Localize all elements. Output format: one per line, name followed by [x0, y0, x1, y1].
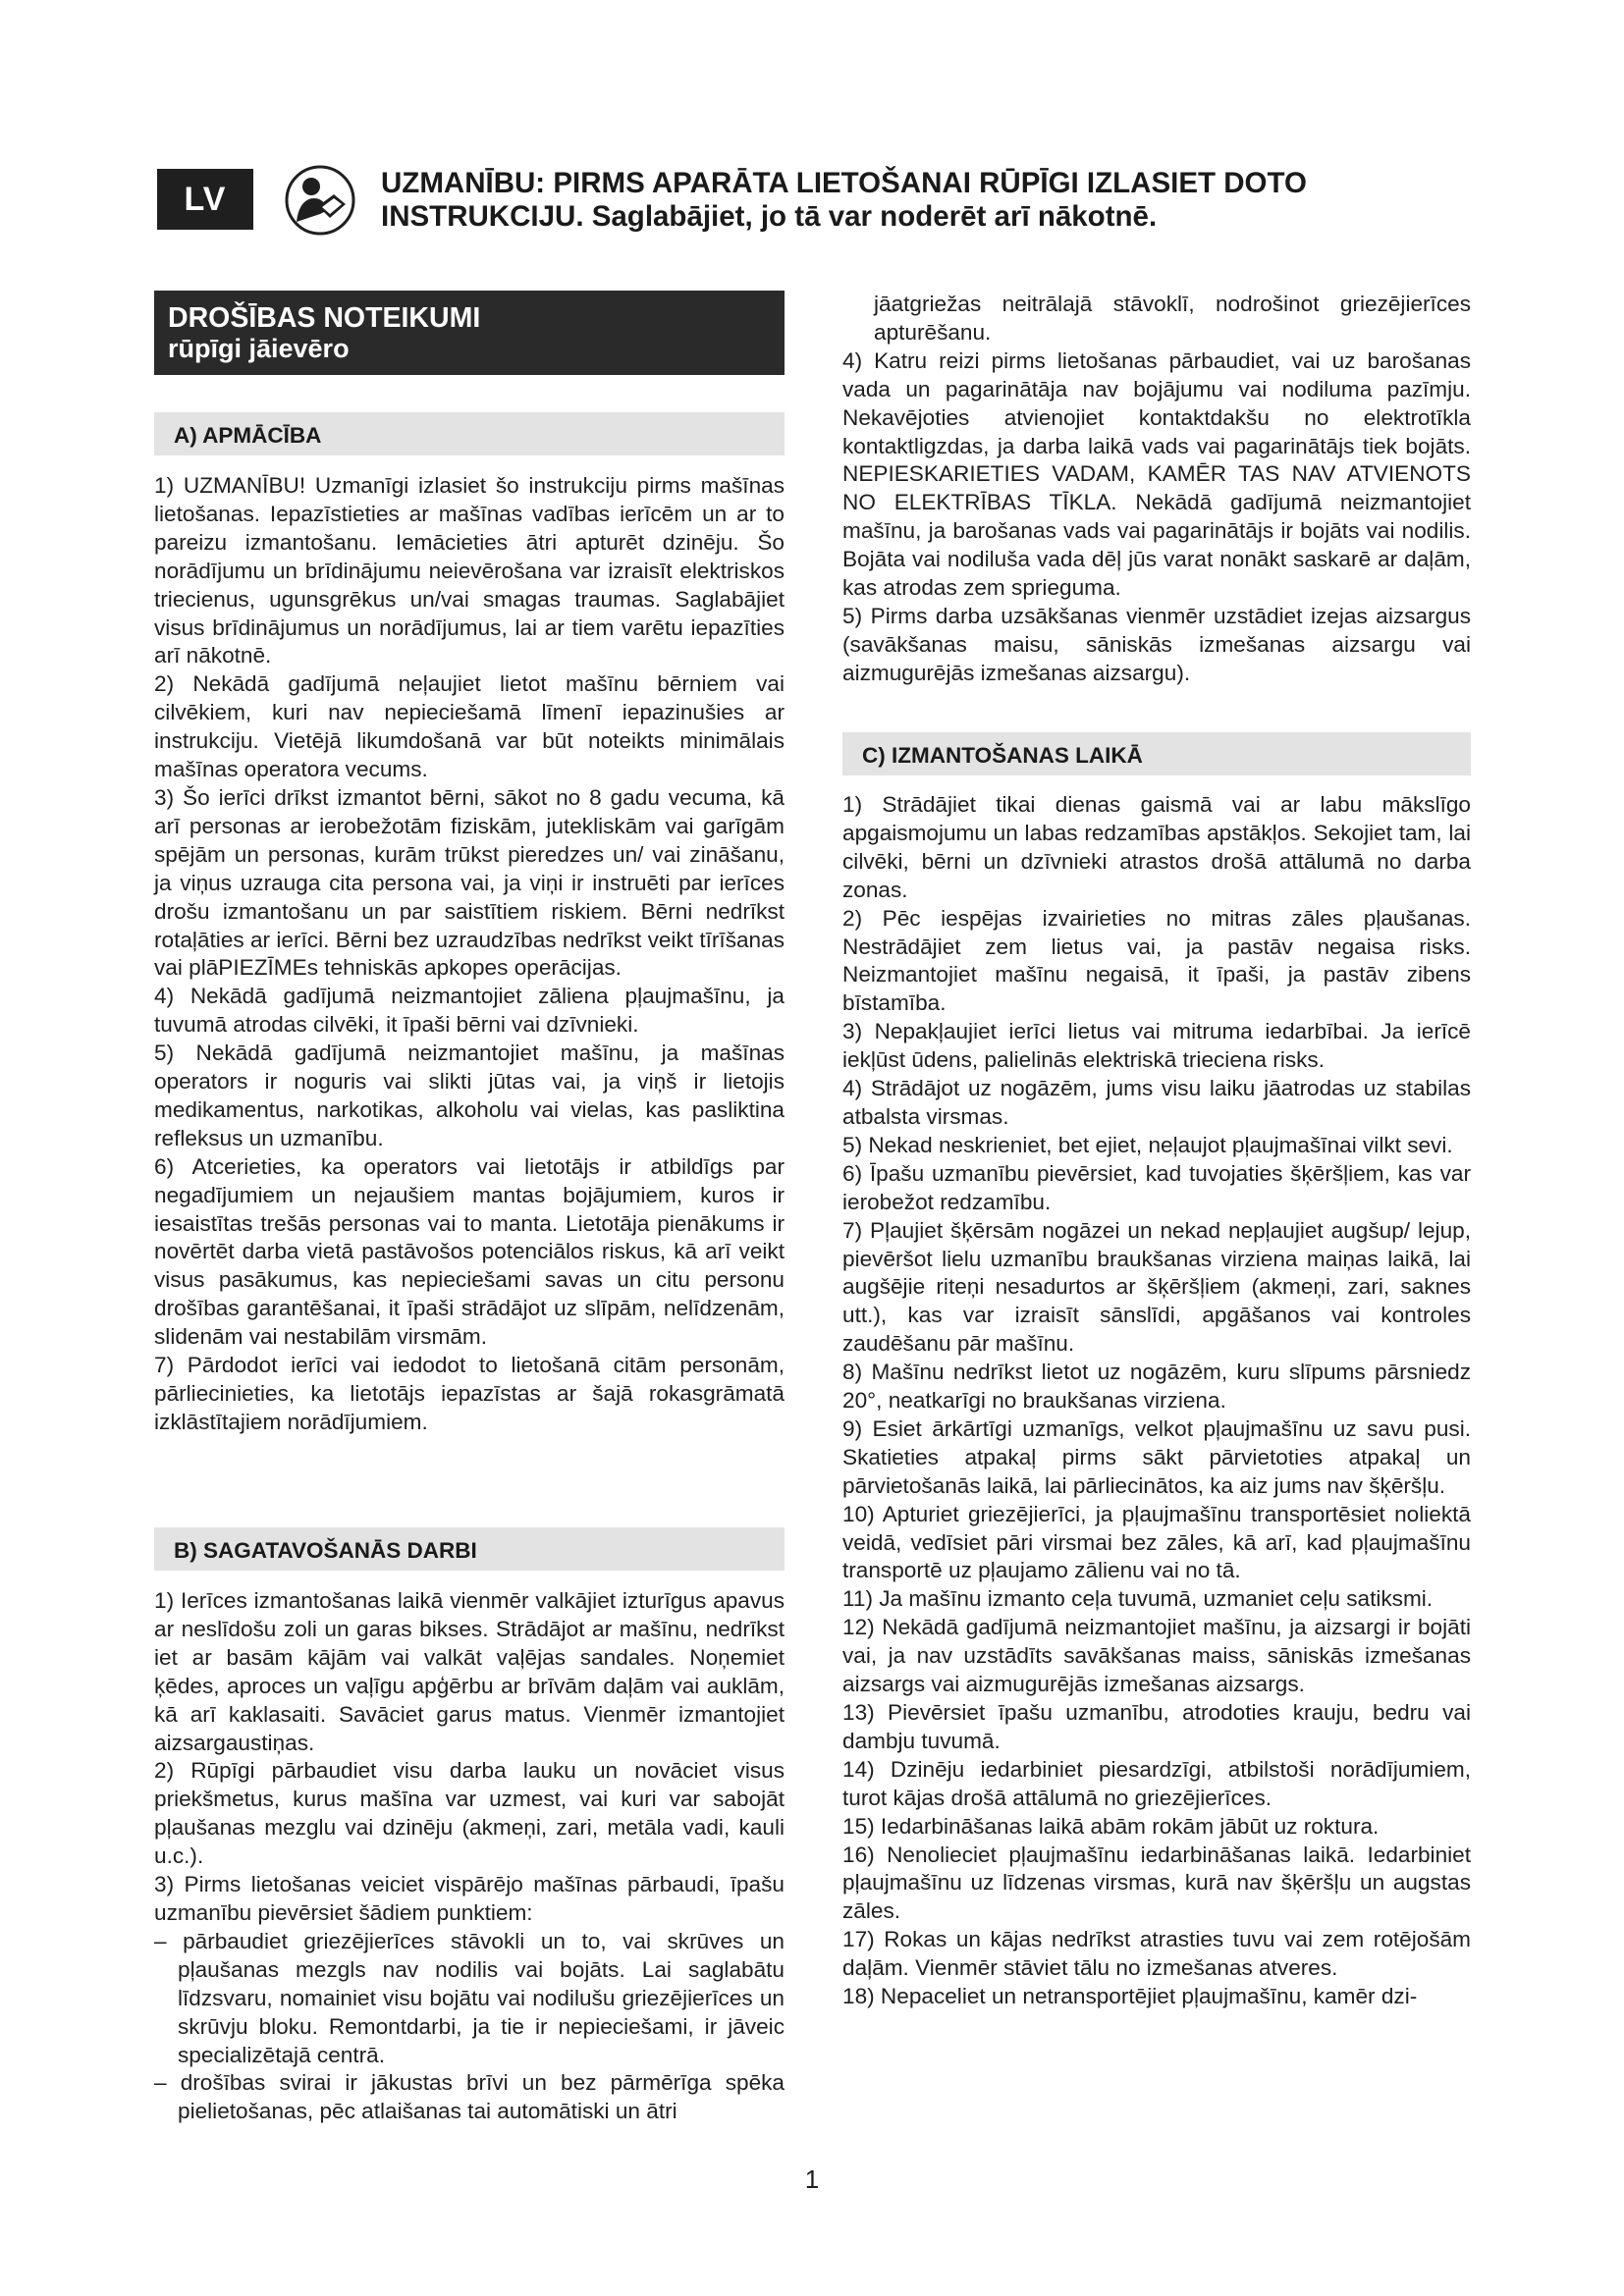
section-a-paragraph: 6) Atcerieties, ka operators vai lietotājs ir atbildīgs par negadījumiem un nejaušiem mantas bojājumiem, kuros ir iesaistītas trešās personas vai to manta. Lietotāja pienākums ir novērtēt darba vietā pastāvošos potenciālos riskus, kā arī veikt visus pasākumus, kas nepieciešami savas un citu personu drošības garantēšanai, it īpaši strādājot uz slīpām, nelīdzenām, slidenām vai nestabilām virsmām. — [154, 1153, 785, 1350]
section-c-paragraph: 2) Pēc iespējas izvairieties no mitras zāles pļaušanas. Nestrādājiet zem lietus vai, ja pastāv negaisa risks. Neizmantojiet mašīnu negaisā, it īpaši, ja pastāv zibens bīstamība. — [842, 905, 1471, 1016]
section-c-paragraph: 7) Pļaujiet šķērsām nogāzei un nekad nepļaujiet augšup/ lejup, pievēršot lielu uzmanību braukšanas virziena maiņas laikā, lai augšējie riteņi nesadurtos ar šķēršļiem (akmeņi, zari, saknes utt.), kas var izraisīt sānslīdi, apgāšanos vai kontroles zaudēšanu pār mašīnu. — [842, 1217, 1471, 1357]
main-subtitle: rūpīgi jāievēro — [168, 334, 350, 363]
section-a-paragraph: 5) Nekādā gadījumā neizmantojiet mašīnu, ja mašīnas operators ir noguris vai slikti jūtas vai, ja viņš ir lietojis medikamentus, narkotikas, alkoholu vai vielas, kas pasliktina refleksus un uzmanību. — [154, 1041, 785, 1150]
section-c-paragraph: 6) Īpašu uzmanību pievērsiet, kad tuvojaties šķēršļiem, kas var ierobežot redzamību. — [842, 1160, 1471, 1214]
section-a-paragraph: 4) Nekādā gadījumā neizmantojiet zāliena pļaujmašīnu, ja tuvumā atrodas cilvēki, it īpaši bērni vai dzīvnieki. — [154, 984, 785, 1038]
section-c-body — [842, 791, 1471, 2011]
section-a-paragraph: 2) Nekādā gadījumā neļaujiet lietot mašīnu bērniem vai cilvēkiem, kuri nav nepieciešamā līmenī iepazinušies ar instrukciju. Vietējā likumdošanā var būt noteikts minimālais mašīnas operatora vecums. — [154, 671, 785, 782]
section-b-heading: B) SAGATAVOŠANĀS DARBI — [154, 1527, 785, 1571]
header-warning-rest: Saglabājiet, jo tā var noderēt arī nākotnē. — [583, 200, 1158, 233]
header-warning — [381, 167, 1461, 234]
section-c-paragraph: 12) Nekādā gadījumā neizmantojiet mašīnu, ja aizsargi ir bojāti vai, ja nav uzstādīts savākšanas maiss, sāniskās izmešanas aizsargs vai aizmugurējās izmešanas aizsargs. — [842, 1615, 1471, 1697]
section-c-heading: C) IZMANTOŠANAS LAIKĀ — [842, 732, 1471, 775]
section-c-paragraph: 1) Strādājiet tikai dienas gaismā vai ar labu mākslīgo apgaismojumu un labas redzamības apstākļos. Sekojiet tam, lai cilvēki, bērni un dzīvnieki atrastos drošā attālumā no darba zonas. — [842, 792, 1471, 902]
section-a-heading: A) APMĀCĪBA — [154, 412, 785, 455]
header-warning-bold: UZMANĪBU: PIRMS APARĀTA LIETOŠANAI RŪPĪGI IZLASIET DOTO INSTRUKCIJU. — [381, 167, 1307, 233]
read-manual-icon — [285, 165, 355, 236]
section-b-dash-item: – pārbaudiet griezējierīces stāvokli un to, vai skrūves un pļaušanas mezgls nav nodilis vai bojāts. Lai saglabātu līdzsvaru, nomainiet visu bojātu vai nodilušu griezējierīces un skrūvju bloku. Remontdarbi, ja tie ir nepieciešami, ir jāveic specializētajā centrā. — [154, 1928, 785, 2067]
section-c-paragraph: 14) Dzinēju iedarbiniet piesardzīgi, atbilstoši norādījumiem, turot kājas drošā attālumā no griezējierīces. — [842, 1756, 1471, 1810]
section-c-paragraph: 13) Pievērsiet īpašu uzmanību, atrodoties krauju, bedru vai dambju tuvumā. — [842, 1700, 1471, 1753]
main-title-box — [154, 291, 785, 375]
main-title: DROŠĪBAS NOTEIKUMI — [168, 302, 481, 334]
section-c-paragraph: 11) Ja mašīnu izmanto ceļa tuvumā, uzmaniet ceļu satiksmi. — [842, 1586, 1434, 1612]
section-c-paragraph: 4) Strādājot uz nogāzēm, jums visu laiku jāatrodas uz stabilas atbalsta virsmas. — [842, 1076, 1471, 1129]
section-c-paragraph: 18) Nepaceliet un netransportējiet pļaujmašīnu, kamēr dzi- — [842, 1984, 1418, 2009]
section-b-paragraph: 1) Ierīces izmantošanas laikā vienmēr valkājiet izturīgus apavus ar neslīdošu zoli un garas bikses. Strādājot ar mašīnu, nedrīkst iet ar basām kājām vai valkāt vaļējas sandales. Noņemiet ķēdes, aproces un vaļīgu apģērbu ar brīvām daļām vai auklām, kā arī kaklasaiti. Savāciet garus matus. Vienmēr izmantojiet aizsargaustiņas. — [154, 1588, 785, 1755]
section-c-paragraph: 9) Esiet ārkārtīgi uzmanīgs, velkot pļaujmašīnu uz savu pusi. Skatieties atpakaļ pirms sākt pārvietoties atpakaļ un pārvietošanās laikā, lai pārliecinātos, ka aiz jums nav šķēršļu. — [842, 1415, 1471, 1498]
section-a-paragraph: 3) Šo ierīci drīkst izmantot bērni, sākot no 8 gadu vecuma, kā arī personas ar ierobežotām fiziskām, jutekliskām vai garīgām spējām un personas, kurām trūkst pieredzes un/ vai zināšanu, ja viņus uzrauga cita persona vai, ja viņi ir instruēti par ierīces drošu izmantošanu un par saistītiem riskiem. Bērni nedrīkst rotaļāties ar ierīci. Bērni bez uzraudzības nedrīkst veikt tīrīšanas vai plāPIEZĪMEs tehniskās apkopes operācijas. — [154, 784, 785, 981]
section-c-paragraph: 3) Nepakļaujiet ierīci lietus vai mitruma iedarbībai. Ja ierīcē iekļūst ūdens, palielinās elektriskā trieciena risks. — [842, 1019, 1471, 1073]
section-a-paragraph: 1) UZMANĪBU! Uzmanīgi izlasiet šo instrukciju pirms mašīnas lietošanas. Iepazīstieties ar mašīnas vadības ierīcēm un ar to pareizu izmantošanu. Iemācieties ātri apturēt dzinēju. Šo norādījumu un brīdinājumu neievērošana var izraisīt elektriskos triecienus, ugunsgrēkus un/vai smagas traumas. Saglabājiet visus brīdinājumus un norādījumus, lai ar tiem varētu iepazīties arī nākotnē. — [154, 473, 785, 668]
section-c-paragraph: 5) Nekad neskrieniet, bet ejiet, neļaujot pļaujmašīnai vilkt sevi. — [842, 1132, 1453, 1157]
section-b-paragraph: 3) Pirms lietošanas veiciet vispārējo mašīnas pārbaudi, īpašu uzmanību pievērsiet šādiem punktiem: — [154, 1872, 785, 1925]
section-c-paragraph: 17) Rokas un kājas nedrīkst atrasties tuvu vai zem rotējošām daļām. Vienmēr stāviet tālu no izmešanas atveres. — [842, 1927, 1471, 1981]
continuation-paragraph: 4) Katru reizi pirms lietošanas pārbaudiet, vai uz barošanas vada un pagarinātāja nav bojājumu vai nodiluma pazīmju. Nekavējoties atvienojiet kontaktdakšu no elektrotīkla kontaktligzdas, ja darba laikā vads vai pagarinātājs tiek bojāts. NEPIESKARIETIES VADAM, KAMĒR TAS NAV ATVIENOTS NO ELEKTRĪBAS TĪKLA. Nekādā gadījumā neizmantojiet mašīnu, ja barošanas vads vai pagarinātājs ir bojāts vai nodilis. Bojāta vai nodiluša vada dēļ jūs varat nonākt saskarē ar daļām, kas atrodas zem sprieguma. — [842, 347, 1471, 601]
section-b-paragraph: 2) Rūpīgi pārbaudiet visu darba lauku un novāciet visus priekšmetus, kurus mašīna var uzmest, vai kuri var sabojāt pļaušanas mezglu vai dzinēju (akmeņi, zari, metāla vadi, kauli u.c.). — [154, 1758, 785, 1869]
section-c-paragraph: 10) Apturiet griezējierīci, ja pļaujmašīnu transportēsiet noliektā veidā, vedīsiet pāri virsmai bez zāles, kā arī, kad pļaujmašīnu transportē uz pļaujamo zālienu vai no tā. — [842, 1501, 1471, 1583]
section-c-paragraph: 8) Mašīnu nedrīkst lietot uz nogāzēm, kuru slīpums pārsniedz 20°, neatkarīgi no braukšanas virziena. — [842, 1360, 1471, 1414]
section-a-paragraph: 7) Pārdodot ierīci vai iedodot to lietošanā citām personām, pārliecinieties, ka lietotājs iepazīstas ar šajā rokasgrāmatā izklāstītajiem norādījumiem. — [154, 1353, 785, 1434]
section-a-body — [154, 472, 785, 1437]
continuation-paragraph: jāatgriežas neitrālajā stāvoklī, nodrošinot griezējierīces apturēšanu. — [874, 292, 1471, 345]
section-b-body — [154, 1587, 785, 2126]
section-b-dash-item: – drošības svirai ir jākustas brīvi un bez pārmērīga spēka pielietošanas, pēc atlaišanas tai automātiski un ātri — [154, 2070, 785, 2124]
continuation-paragraph: 5) Pirms darba uzsākšanas vienmēr uzstādiet izejas aizsargus (savākšanas maisu, sāniskās izmešanas aizsargu vai aizmugurējās izmešanas aizsargu). — [842, 603, 1471, 685]
section-c-paragraph: 16) Nenolieciet pļaujmašīnu iedarbināšanas laikā. Iedarbiniet pļaujmašīnu uz līdzenas virsmas, kurā nav šķēršļu un augstas zāles. — [842, 1842, 1471, 1924]
page-number: 1 — [804, 2164, 820, 2194]
language-badge: LV — [157, 169, 253, 230]
section-c-paragraph: 15) Iedarbināšanas laikā abām rokām jābūt uz roktura. — [842, 1813, 1380, 1839]
right-column-continuation — [842, 291, 1471, 688]
